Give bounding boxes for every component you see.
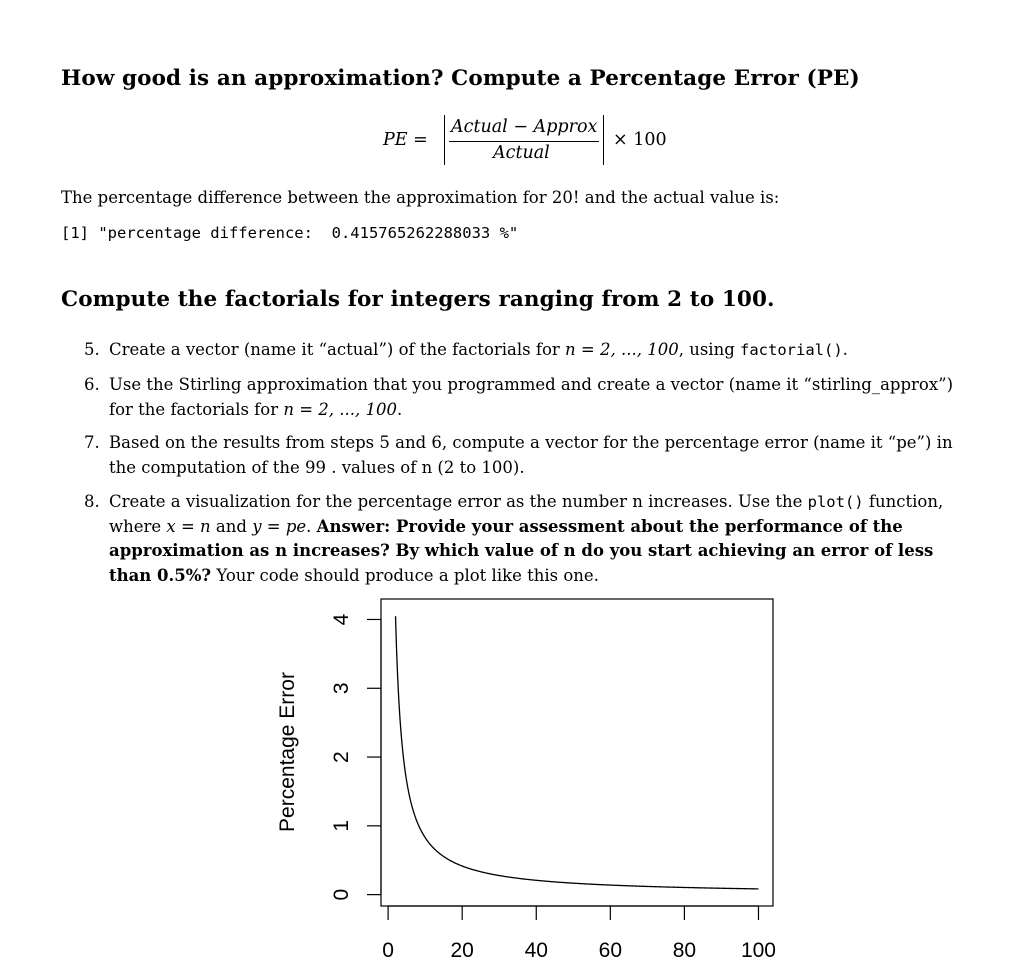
x-tick-label: 40 xyxy=(524,939,548,962)
section-title-factorials: Compute the factorials for integers ranging from 2 to 100. xyxy=(61,287,775,312)
item-text: Your code should produce a plot like this one. xyxy=(211,565,599,585)
answer-bold: approximation as n increases? By which value of n do you start achieving an error of less xyxy=(109,541,934,560)
x-tick-label: 60 xyxy=(598,939,623,962)
formula-lhs: PE = xyxy=(383,130,428,150)
code-factorial: factorial() xyxy=(740,341,843,359)
item-text: . xyxy=(397,399,403,419)
x-tick-label: 80 xyxy=(672,939,697,962)
item-text: , using xyxy=(678,340,740,359)
answer-bold: Answer: Provide your assessment about the performance of the xyxy=(316,516,903,536)
percentage-difference-sentence: The percentage difference between the approximation for 20! and the actual value is: xyxy=(61,188,780,207)
y-axis-label: Percentage Error xyxy=(276,672,299,832)
item-text: function, xyxy=(863,492,944,511)
x-tick-label: 20 xyxy=(450,939,474,962)
code-plot: plot() xyxy=(807,493,864,511)
formula-multiplier: × 100 xyxy=(613,130,667,150)
section-title-approximation: How good is an approximation? Compute a Percentage Error (PE) xyxy=(61,66,860,91)
item-text: where xyxy=(109,516,167,536)
math-range: n = 2, ..., 100 xyxy=(565,340,679,359)
formula-numerator: Actual − Approx xyxy=(451,117,598,137)
y-tick-label: 0 xyxy=(330,888,353,901)
list-item-number: 8. xyxy=(84,492,100,511)
item-line: the computation of the 99 . values of n (2 to 100). xyxy=(109,457,525,477)
item-text: and xyxy=(210,516,253,536)
pe-series-line xyxy=(396,616,759,889)
y-tick-label: 2 xyxy=(330,751,353,763)
math-range: n = 2, ..., 100 xyxy=(283,399,398,419)
item-text: . xyxy=(842,340,848,359)
answer-bold: than 0.5%? xyxy=(109,565,212,585)
r-output: [1] "percentage difference: 0.415765262288033 %" xyxy=(61,224,519,242)
list-item-number: 7. xyxy=(84,433,100,452)
y-axis xyxy=(330,613,381,900)
item-text: Create a vector (name it “actual”) of the factorials for xyxy=(109,340,566,359)
formula-denominator: Actual xyxy=(493,143,550,163)
x-tick-label: 100 xyxy=(740,939,777,962)
item-text: Create a visualization for the percentage error as the number n increases. Use the xyxy=(109,492,808,511)
y-tick-label: 1 xyxy=(330,819,353,832)
x-tick-label: 0 xyxy=(382,939,394,962)
y-tick-label: 3 xyxy=(330,682,353,695)
plot-box xyxy=(381,599,773,906)
item-line: Based on the results from steps 5 and 6, compute a vector for the percentage error (name it “pe”) in xyxy=(109,433,953,452)
math-y: y = pe xyxy=(252,516,307,536)
item-text: for the factorials for xyxy=(109,399,284,419)
math-x: x = n xyxy=(166,516,211,536)
x-axis xyxy=(382,906,776,962)
y-tick-label: 4 xyxy=(330,613,353,626)
item-text: . xyxy=(306,516,317,536)
item-line: Use the Stirling approximation that you programmed and create a vector (name it “stirling_approx”) xyxy=(109,375,954,394)
list-item-number: 6. xyxy=(84,375,100,394)
list-item-number: 5. xyxy=(84,340,100,359)
